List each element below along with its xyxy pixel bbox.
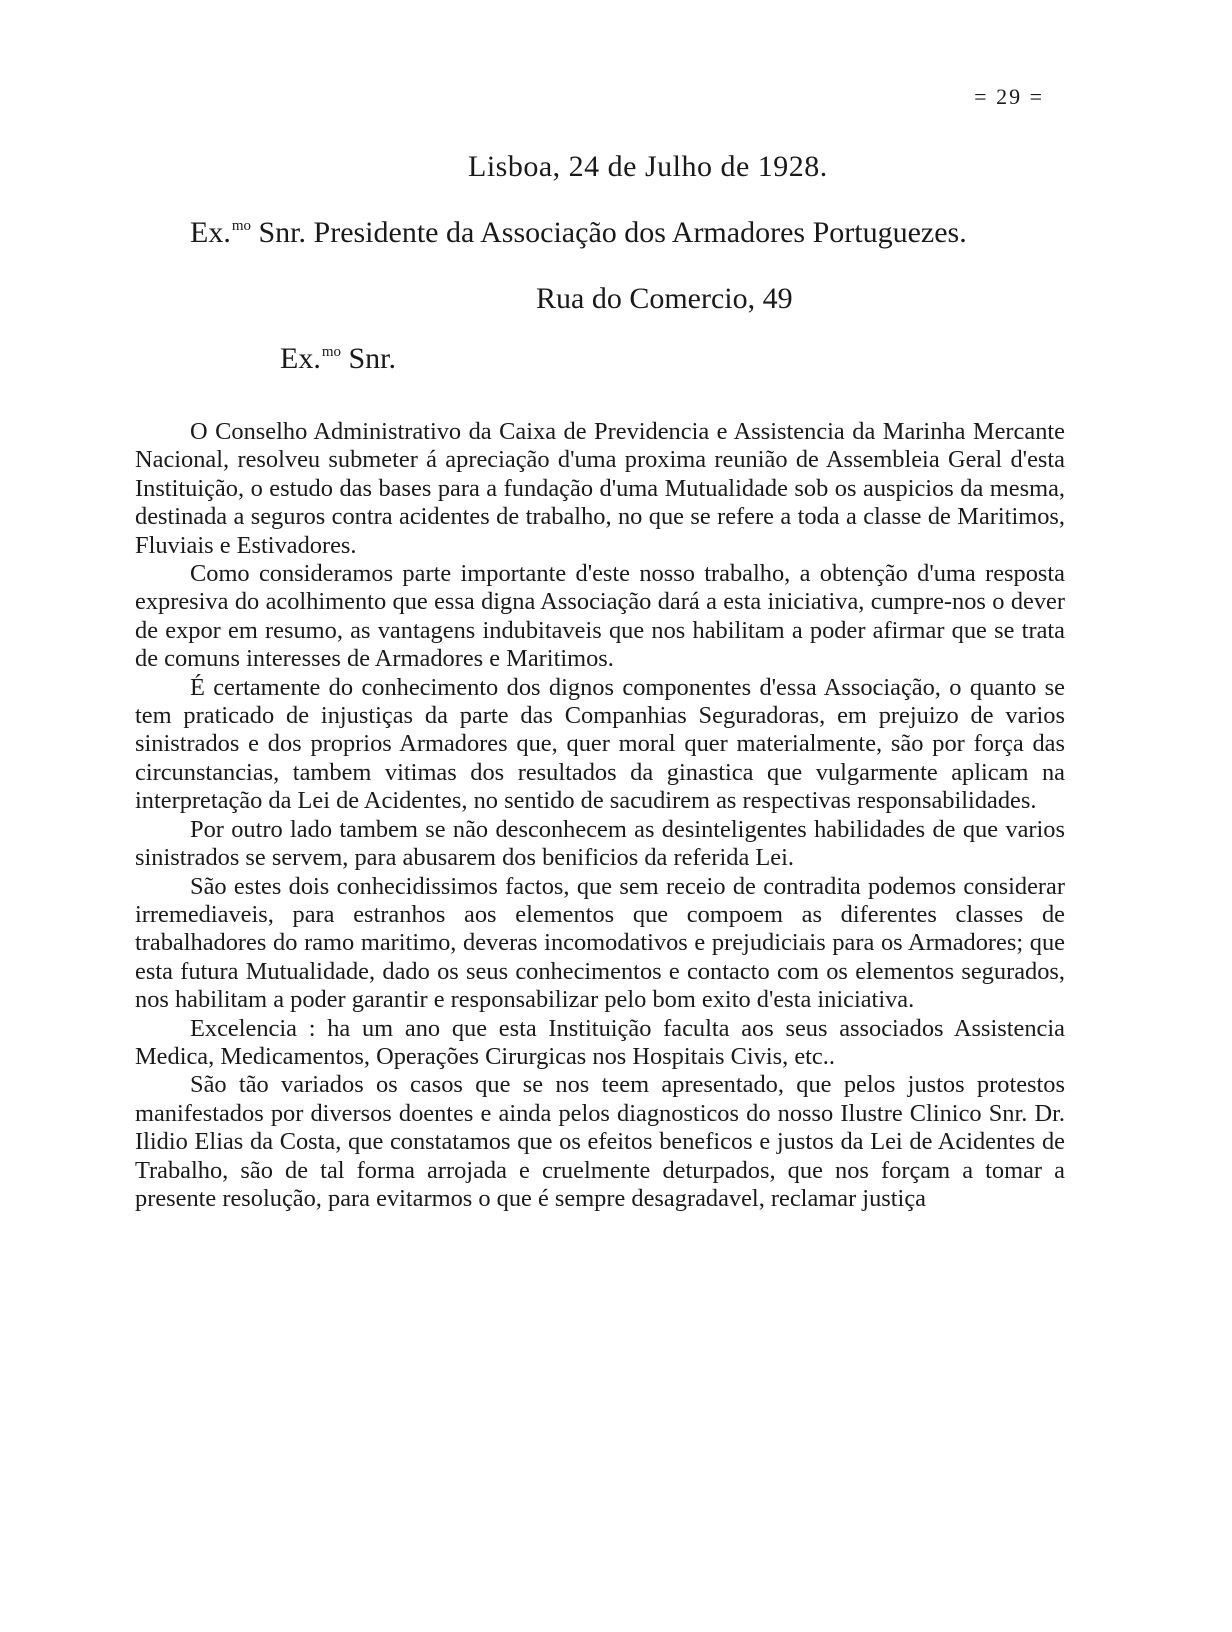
letter-body [135, 418, 1065, 1213]
paragraph: O Conselho Administrativo da Caixa de Previdencia e Assistencia da Marinha Mercante Nacional, resolveu submeter á apreciação d'uma proxima reunião de Assembleia Geral d'esta Instituição, o estudo das bases para a fundação d'uma Mutualidade sob os auspicios da mesma, destinada a seguros contra acidentes de trabalho, no que se refere a toda a classe de Maritimos, Fluviais e Estivadores. [135, 418, 1065, 559]
paragraph: É certamente do conhecimento dos dignos componentes d'essa Associação, o quanto se tem praticado de injustiças da parte das Companhias Seguradoras, em prejuizo de varios sinistrados e dos proprios Armadores que, quer moral quer materialmente, são por força das circunstancias, tambem vitimas dos resultados da ginastica que vulgarmente aplicam na interpretação da Lei de Acidentes, no sentido de sacudirem as respectivas responsabilidades. [135, 673, 1065, 815]
date-line: Lisboa, 24 de Julho de 1928. [468, 150, 828, 183]
page-number: = 29 = [974, 84, 1044, 109]
paragraph: Por outro lado tambem se não desconhecem as desinteligentes habilidades de que varios sinistrados se servem, para abusarem dos benificios da referida Lei. [135, 815, 1065, 872]
paragraph: Como consideramos parte importante d'este nosso trabalho, a obtenção d'uma resposta expresiva do acolhimento que essa digna Associação dará a esta iniciativa, cumpre-nos o dever de expor em resumo, as vantagens indubitaveis que nos habilitam a poder afirmar que se trata de comuns interesses de Armadores e Maritimos. [135, 560, 1065, 673]
addressee-prefix: Ex. [190, 216, 231, 249]
addressee [190, 216, 967, 250]
salutation-text: Snr. [341, 342, 397, 375]
address: Rua do Comercio, 49 [536, 282, 793, 315]
salutation [280, 342, 396, 376]
paragraph: Excelencia : ha um ano que esta Instituição faculta aos seus associados Assistencia Medica, Medicamentos, Operações Cirurgicas nos Hospitais Civis, etc.. [135, 1014, 1065, 1070]
salutation-prefix: Ex. [280, 342, 321, 375]
addressee-text: Snr. Presidente da Associação dos Armadores Portuguezes. [251, 216, 967, 249]
addressee-superscript: mo [231, 218, 251, 234]
paragraph: São estes dois conhecidissimos factos, que sem receio de contradita podemos considerar irremediaveis, para estranhos aos elementos que compoem as diferentes classes de trabalhadores do ramo maritimo, deveras incomodativos e prejudiciais para os Armadores; que esta futura Mutualidade, dado os seus conhecimentos e contacto com os elementos segurados, nos habilitam a poder garantir e responsabilizar pelo bom exito d'esta iniciativa. [135, 872, 1065, 1014]
paragraph: São tão variados os casos que se nos teem apresentado, que pelos justos protestos manifestados por diversos doentes e ainda pelos diagnosticos do nosso Ilustre Clinico Snr. Dr. Ilidio Elias da Costa, que constatamos que os efeitos beneficos e justos da Lei de Acidentes de Trabalho, são de tal forma arrojada e cruelmente deturpados, que nos forçam a tomar a presente resolução, para evitarmos o que é sempre desagradavel, reclamar justiça [135, 1071, 1065, 1212]
salutation-superscript: mo [321, 344, 341, 360]
